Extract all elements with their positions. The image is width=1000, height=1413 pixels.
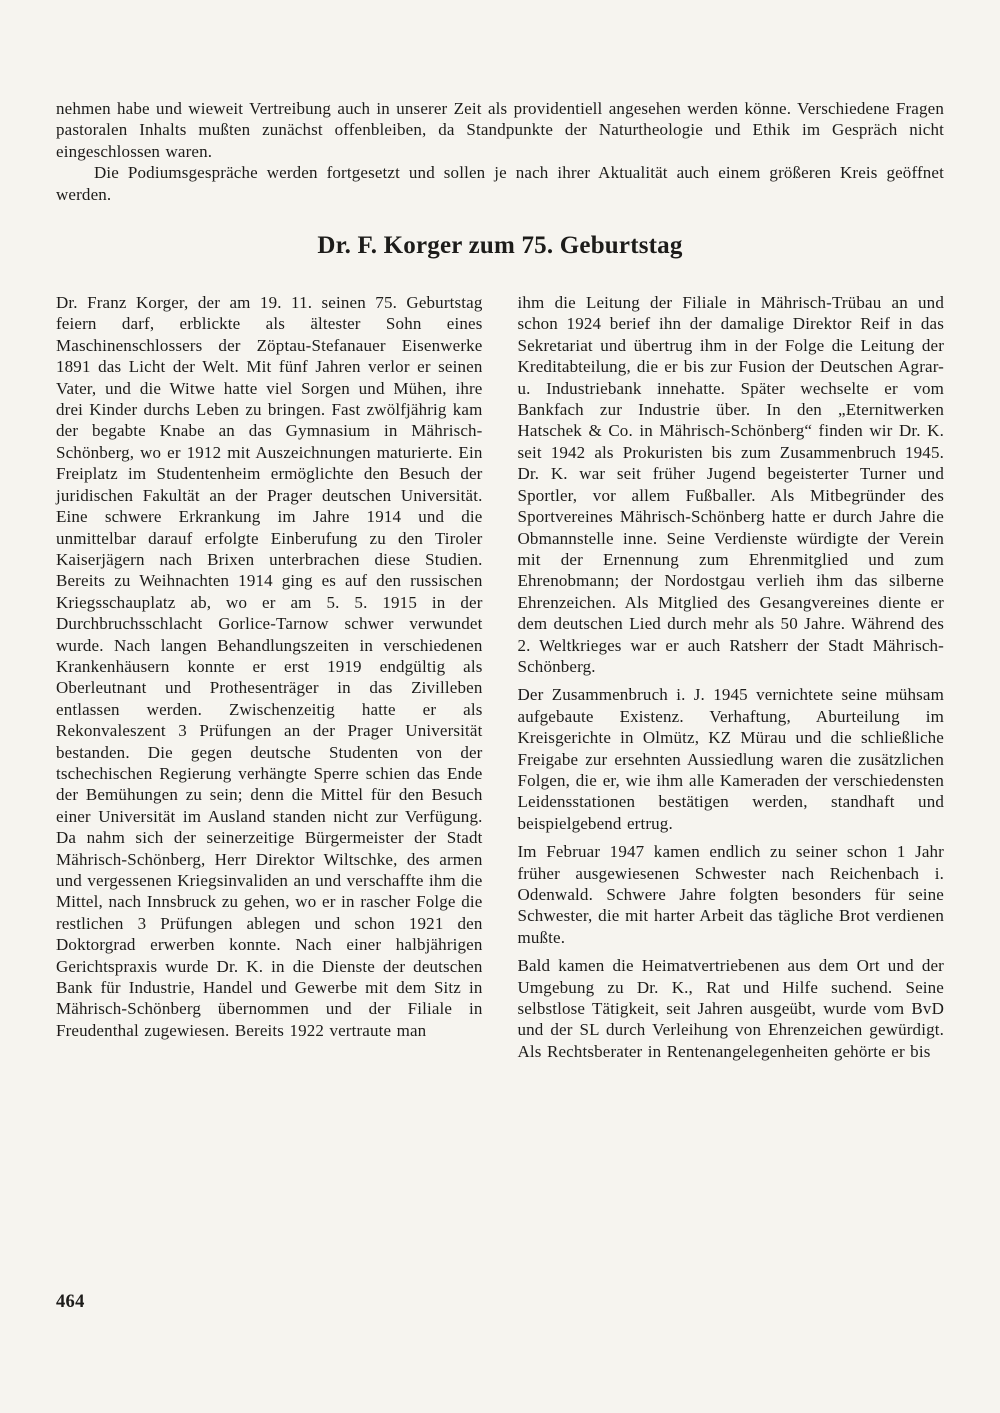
article-title: Dr. F. Korger zum 75. Geburtstag — [317, 232, 683, 260]
intro-section — [56, 98, 944, 205]
right-column-paragraph: Bald kamen die Heimatvertriebenen aus dem Ort und der Umgebung zu Dr. K., Rat und Hilfe suchend. Seine selbstlose Tätigkeit, seit Jahren ausgeübt, wurde vom BvD und der SL durch Verleihung von Ehrenzeichen gewürdigt. Als Rechtsberater in Rentenangelegenheiten gehörte er bis — [517, 956, 944, 1061]
right-column — [518, 292, 945, 1062]
left-column — [56, 292, 483, 1062]
article-columns — [56, 292, 944, 1062]
page-number: 464 — [56, 1292, 85, 1312]
left-column-paragraph: Dr. Franz Korger, der am 19. 11. seinen 75. Geburtstag feiern darf, erblickte als ältester Sohn eines Maschinenschlossers der Zöptau-Stefanauer Eisenwerke 1891 das Licht der Welt. Mit fünf Jahren verlor er seinen Vater, und die Witwe hatte viel Sorgen und Mühen, ihre drei Kinder durchs Leben zu bringen. Fast zwölfjährig kam der begabte Knabe an das Gymnasium in Mährisch-Schönberg, wo er 1912 mit Auszeichnungen maturierte. Ein Freiplatz im Studentenheim ermöglichte den Besuch der juridischen Fakultät an der Prager deutschen Universität. Eine schwere Erkrankung im Jahre 1914 und die unmittelbar darauf erfolgte Einberufung zu den Tiroler Kaiserjägern nach Brixen unterbrachen diese Studien. Bereits zu Weihnachten 1914 ging es auf den russischen Kriegsschauplatz ab, wo er am 5. 5. 1915 in der Durchbruchsschlacht Gorlice-Tarnow schwer verwundet wurde. Nach langen Behandlungszeiten in verschiedenen Krankenhäusern konnte er erst 1919 endgültig als Oberleutnant und Prothesenträger in das Zivilleben entlassen werden. Zwischenzeitig hatte er als Rekonvaleszent 3 Prüfungen an der Prager Universität bestanden. Die gegen deutsche Studenten von der tschechischen Regierung verhängte Sperre schien das Ende der Bemühungen zu sein; denn die Mittel für den Besuch einer Universität im Ausland standen nicht zur Verfügung. Da nahm sich der seinerzeitige Bürgermeister der Stadt Mährisch-Schönberg, Herr Direktor Wiltschke, des armen und vergessenen Kriegsinvaliden an und verschaffte ihm die Mittel, nach Innsbruck zu gehen, wo er in rascher Folge die restlichen 3 Prüfungen ablegen und schon 1921 den Doktorgrad erwerben konnte. Nach einer halbjährigen Gerichtspraxis wurde Dr. K. in die Dienste der deutschen Bank für Industrie, Handel und Gewerbe mit dem Sitz in Mährisch-Schönberg übernommen und der Filiale in Freudenthal zugewiesen. Bereits 1922 vertraute man — [56, 293, 483, 1040]
right-column-paragraph: ihm die Leitung der Filiale in Mährisch-Trübau an und schon 1924 berief ihn der damalige Direktor Reif in das Sekretariat und übertrug ihm in der Folge die Leitung der Kreditabteilung, die er bis zur Fusion der Deutschen Agrar- u. Industriebank innehatte. Später wechselte er vom Bankfach zur Industrie über. In den „Eternitwerken Hatschek & Co. in Mährisch-Schönberg“ finden wir Dr. K. seit 1942 als Prokuristen bis zum Zusammenbruch 1945. Dr. K. war seit früher Jugend begeisterter Turner und Sportler, vor allem Fußballer. Als Mitbegründer des Sportvereines Mährisch-Schönberg hatte er durch Jahre die Obmannstelle inne. Seine Verdienste würdigte der Verein mit der Ernennung zum Ehrenmitglied und zum Ehrenobmann; der Nordostgau verlieh ihm das silberne Ehrenzeichen. Als Mitglied des Gesangvereines diente er dem deutschen Lied durch mehr als 50 Jahre. Während des 2. Weltkrieges war er auch Ratsherr der Stadt Mährisch-Schönberg. — [517, 293, 944, 676]
intro-paragraph-2: Die Podiumsgespräche werden fortgesetzt und sollen je nach ihrer Aktualität auch einem größeren Kreis geöffnet werden. — [56, 163, 944, 204]
right-column-paragraph: Der Zusammenbruch i. J. 1945 vernichtete seine mühsam aufgebaute Existenz. Verhaftung, Aburteilung im Kreisgerichte in Olmütz, KZ Mürau und die schließliche Freigabe zur ersehnten Aussiedlung waren die zusätzlichen Folgen, die er, wie ihm alle Kameraden der verschiedensten Leidensstationen bestätigen werden, standhaft und beispielgebend ertrug. — [517, 685, 944, 833]
right-column-paragraph: Im Februar 1947 kamen endlich zu seiner schon 1 Jahr früher ausgewiesenen Schwester nach Reichenbach i. Odenwald. Schwere Jahre folgten besonders für seine Schwester, die mit harter Arbeit das tägliche Brot verdienen mußte. — [517, 842, 944, 947]
intro-paragraph-1: nehmen habe und wieweit Vertreibung auch in unserer Zeit als providentiell angesehen werden könne. Verschiedene Fragen pastoralen Inhalts mußten zunächst offenbleiben, da Standpunkte der Naturtheologie und Ethik im Gespräch nicht eingeschlossen waren. — [56, 99, 944, 161]
